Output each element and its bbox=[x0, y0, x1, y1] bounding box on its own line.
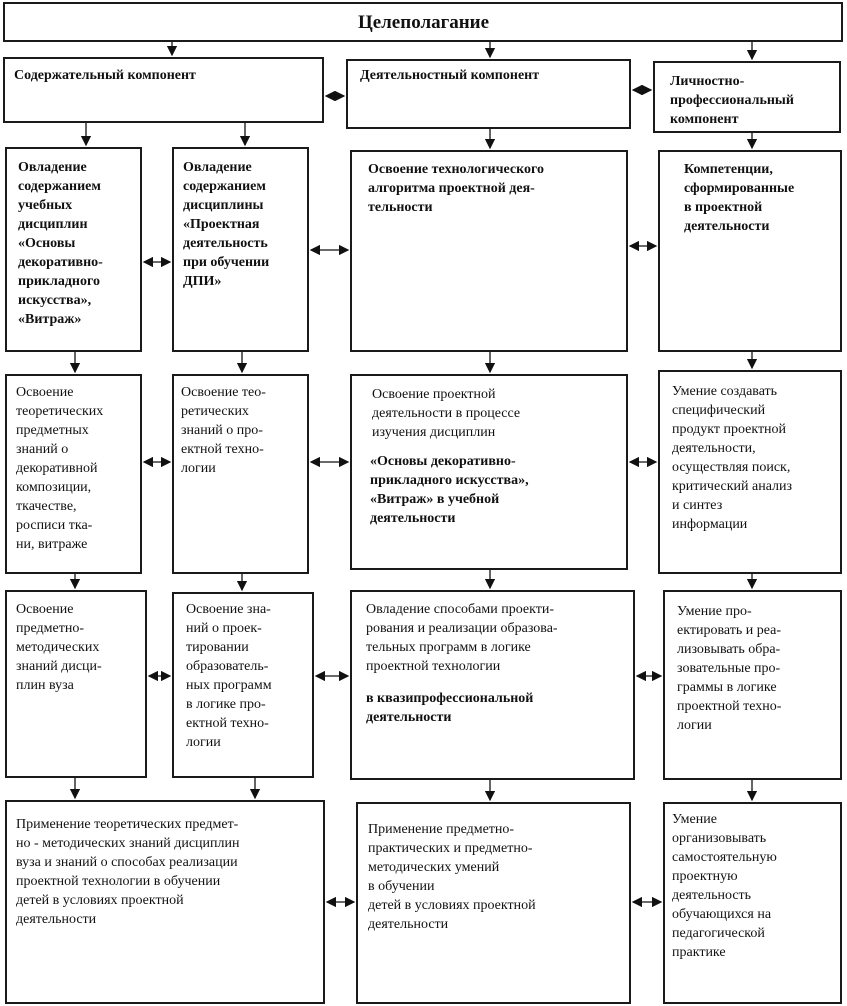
diagram-title: Целеполагание bbox=[357, 12, 490, 33]
row1-col1-text: Овладение содержанием учебных дисциплин «Основы декоративно- прикладного искусства», «Витраж» bbox=[18, 160, 103, 327]
row2-col4-text: Умение создавать специфический продукт проектной деятельности, осуществляя поиск, критический анализ и синтез информации bbox=[672, 384, 793, 532]
row3-col3-text-b: в квазипрофессиональной деятельности bbox=[366, 691, 534, 725]
row1-col2-text: Овладение содержанием дисциплины «Проектная деятельность при обучении ДПИ» bbox=[183, 160, 270, 289]
row2-col3-text-b: «Основы декоративно- прикладного искусства», «Витраж» в учебной деятельности bbox=[370, 454, 529, 526]
row4-col3-text: Применение предметно- практических и предметно- методических умений в обучении детей в условиях проектной деятельности bbox=[368, 822, 536, 932]
row3-col1-text: Освоение предметно- методических знаний дисци- плин вуза bbox=[16, 602, 102, 693]
row1-col4-text: Компетенции, сформированные в проектной деятельности bbox=[684, 162, 795, 234]
content-component-label: Содержательный компонент bbox=[14, 68, 196, 83]
row3-col2-text: Освоение зна- ний о проек- тировании образователь- ных программ в логике про- ектной техно- логии bbox=[186, 602, 272, 750]
activity-component-label: Деятельностный компонент bbox=[360, 68, 540, 83]
row4-col4-text: Умение организовывать самостоятельную проектную деятельность обучающихся на педагогической практике bbox=[672, 812, 777, 960]
row2-col1-text: Освоение теоретических предметных знаний о декоративной композиции, ткачестве, росписи тка- ни, витраже bbox=[16, 385, 104, 552]
row3-col4-text: Умение про- ектировать и реа- лизовывать обра- зовательные про- граммы в логике проектной техно- логии bbox=[677, 604, 782, 733]
row4-col12-text: Применение теоретических предмет- но - методических знаний дисциплин вуза и знаний о способах реализации проектной технологии в обучении детей в условиях проектной деятельности bbox=[16, 817, 240, 927]
personal-component-label: Личностно- профессиональный компонент bbox=[670, 74, 794, 127]
row2-col3-text-a: Освоение проектной деятельности в процессе изучения дисциплин bbox=[372, 387, 521, 440]
row1-col3-text: Освоение технологического алгоритма проектной дея- тельности bbox=[368, 162, 544, 215]
row2-col2-text: Освоение тео- ретических знаний о про- ектной техно- логии bbox=[181, 385, 266, 476]
row3-col3-text-a: Овладение способами проекти- рования и реализации образова- тельных программ в логике проектной технологии bbox=[366, 602, 558, 674]
